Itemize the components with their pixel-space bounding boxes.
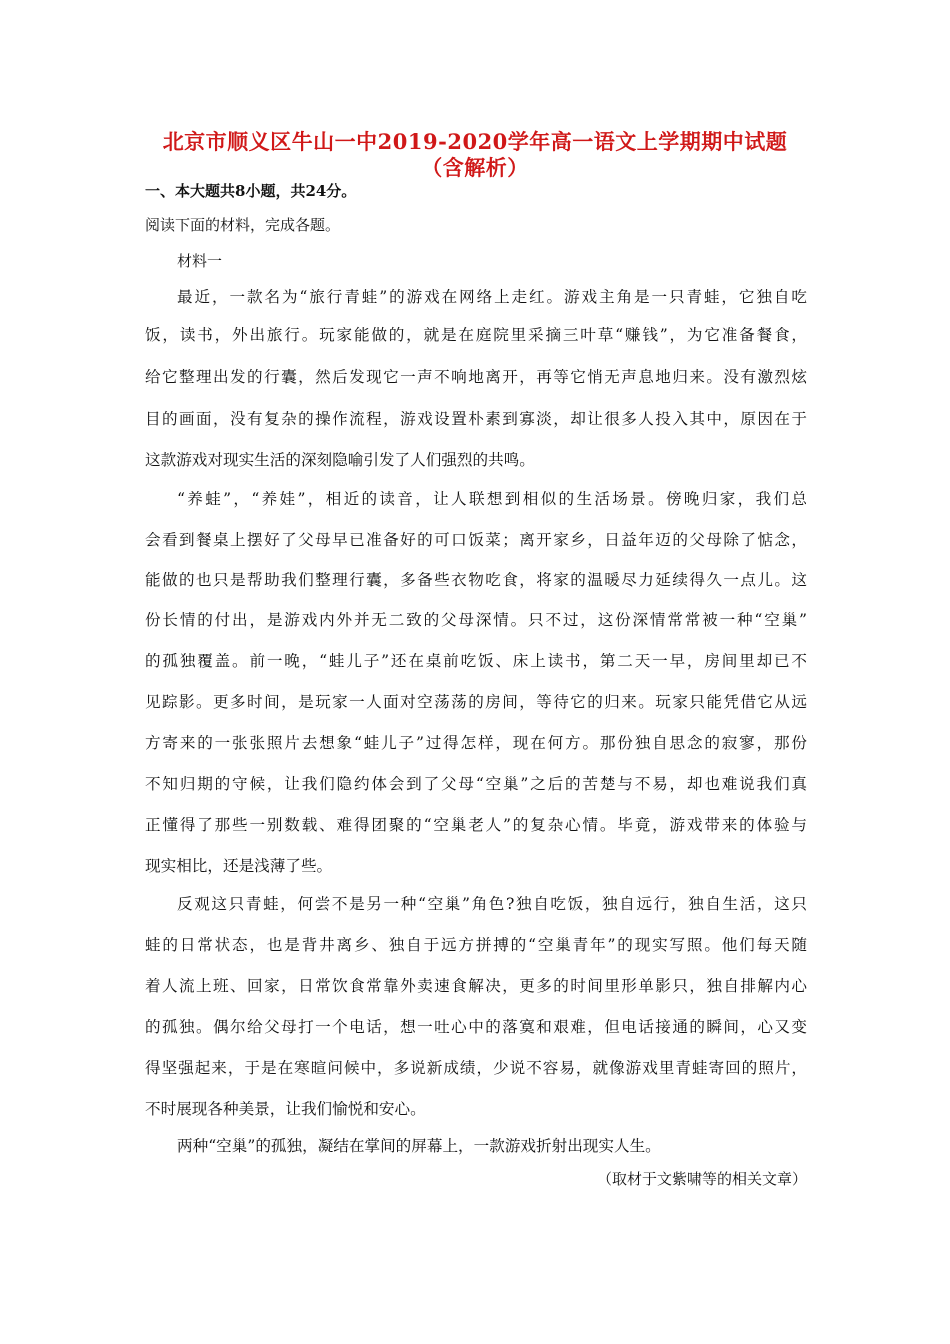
- text-line: 这款游戏对现实生活的深刻隐喻引发了人们强烈的共鸣。: [145, 451, 535, 469]
- text-line: 得坚强起来，于是在寒暄问候中，多说新成绩，少说不容易，就像游戏里青蛙寄回的照片，: [145, 1059, 807, 1077]
- document-title: 北京市顺义区牛山一中2019-2020学年高一语文上学期期中试题: [162, 129, 788, 154]
- source-note: （取材于文紫啸等的相关文章）: [596, 1170, 807, 1188]
- text-line: 给它整理出发的行囊，然后发现它一声不响地离开，再等它悄无声息地归来。没有激烈炫: [145, 368, 807, 386]
- text-line: “养蛙”，“养娃”，相近的读音，让人联想到相似的生活场景。傍晚归家，我们总: [177, 490, 807, 508]
- text-line: 的孤独。偶尔给父母打一个电话，想一吐心中的落寞和艰难，但电话接通的瞬间，心又变: [145, 1018, 807, 1036]
- text-line: 两种“空巢”的孤独，凝结在掌间的屏幕上，一款游戏折射出现实人生。: [177, 1137, 661, 1155]
- text-line: 不时展现各种美景，让我们愉悦和安心。: [145, 1100, 426, 1118]
- text-line: 反观这只青蛙，何尝不是另一种“空巢”角色?独自吃饭，独自远行，独自生活，这只: [177, 895, 807, 913]
- text-line: 份长情的付出，是游戏内外并无二致的父母深情。只不过，这份深情常常被一种“空巢”: [145, 611, 807, 629]
- text-line: 方寄来的一张张照片去想象“蛙儿子”过得怎样，现在何方。那份独自思念的寂寥，那份: [145, 734, 807, 752]
- material-label: 材料一: [177, 252, 223, 270]
- reading-instruction: 阅读下面的材料，完成各题。: [145, 216, 341, 234]
- text-line: 能做的也只是帮助我们整理行囊，多备些衣物吃食，将家的温暖尽力延续得久一点儿。这: [145, 571, 807, 589]
- text-line: 着人流上班、回家，日常饮食常靠外卖速食解决，更多的时间里形单影只，独自排解内心: [145, 977, 807, 995]
- text-line: 最近，一款名为“旅行青蛙”的游戏在网络上走红。游戏主角是一只青蛙，它独自吃: [177, 288, 807, 306]
- text-line: 目的画面，没有复杂的操作流程，游戏设置朴素到寡淡，却让很多人投入其中，原因在于: [145, 410, 807, 428]
- text-line: 的孤独覆盖。前一晚，“蛙儿子”还在桌前吃饭、床上读书，第二天一早，房间里却已不: [145, 652, 807, 670]
- document-title-subtitle: （含解析）: [421, 155, 529, 180]
- text-line: 蛙的日常状态，也是背井离乡、独自于远方拼搏的“空巢青年”的现实写照。他们每天随: [145, 936, 807, 954]
- text-line: 不知归期的守候，让我们隐约体会到了父母“空巢”之后的苦楚与不易，却也难说我们真: [145, 775, 807, 793]
- text-line: 见踪影。更多时间，是玩家一人面对空荡荡的房间，等待它的归来。玩家只能凭借它从远: [145, 693, 807, 711]
- text-line: 现实相比，还是浅薄了些。: [145, 857, 333, 875]
- text-line: 饭，读书，外出旅行。玩家能做的，就是在庭院里采摘三叶草“赚钱”，为它准备餐食，: [145, 326, 807, 344]
- text-line: 会看到餐桌上摆好了父母早已准备好的可口饭菜；离开家乡，日益年迈的父母除了惦念，: [145, 531, 807, 549]
- text-line: 正懂得了那些一别数载、难得团聚的“空巢老人”的复杂心情。毕竟，游戏带来的体验与: [145, 816, 807, 834]
- section-heading: 一、本大题共8小题，共24分。: [145, 182, 357, 200]
